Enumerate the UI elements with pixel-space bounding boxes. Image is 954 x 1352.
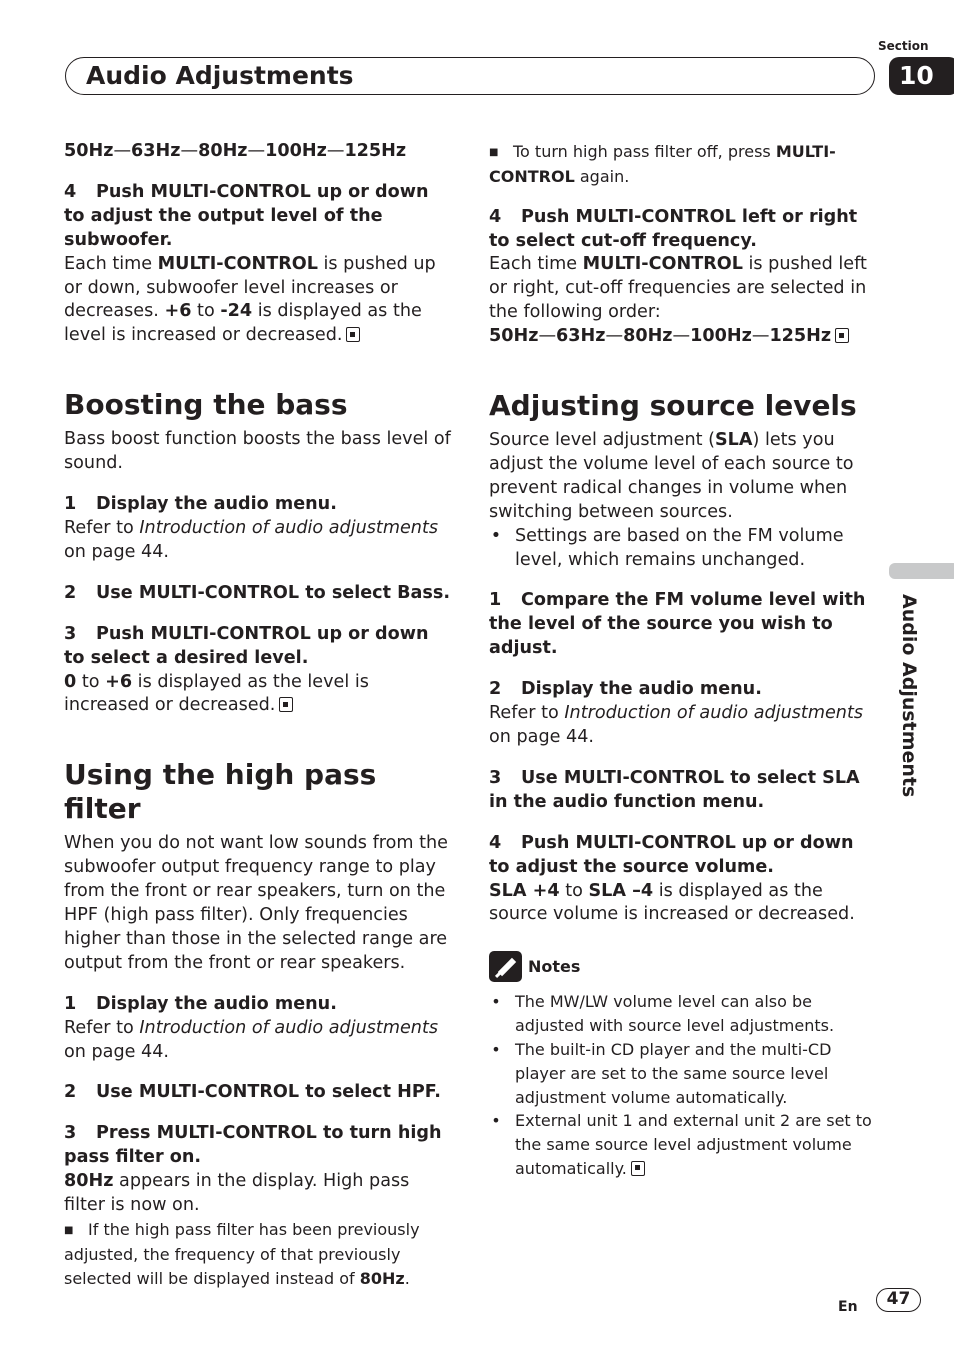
step-heading: 1 Compare the FM volume level with the level of the source you wish to adjust. — [489, 590, 866, 659]
step-heading: 2 Use MULTI-CONTROL to select Bass. — [64, 582, 451, 603]
step-note — [489, 140, 879, 189]
text-run: — — [180, 141, 199, 161]
text-run: Introduction of audio adjustments — [564, 703, 864, 724]
step-body — [489, 253, 879, 325]
text-run: 63Hz — [131, 141, 181, 161]
text-run: 0 — [64, 671, 77, 692]
text-run: Each time — [489, 254, 583, 275]
step-heading: 3 Press MULTI-CONTROL to turn high pass filter on. — [64, 1123, 442, 1168]
section-heading-hpf: Using the high pass filter — [64, 758, 377, 826]
pencil-note-icon — [489, 951, 522, 982]
text-run: — — [538, 326, 557, 347]
step-heading: 4 Push MULTI-CONTROL left or right to select cut-off frequency. — [489, 206, 858, 251]
text-run: is pushed left or right, cut-off frequencies are selected in the following order: — [489, 254, 867, 323]
text-run: Refer to — [64, 517, 140, 538]
text-run: Each time — [64, 253, 158, 274]
text-run: is pushed up or down, subwoofer level increases or decreases. — [64, 253, 436, 322]
text-run: 80Hz — [198, 141, 248, 161]
text-run: 80Hz — [623, 326, 673, 347]
text-run: appears in the display. High pass filter is now on. — [64, 1171, 410, 1216]
text-run: MULTI-CONTROL — [157, 253, 318, 274]
text-run: on page 44. — [64, 1041, 170, 1062]
bullet-dot-icon: • — [491, 992, 501, 1012]
step-heading: 2 Use MULTI-CONTROL to select HPF. — [64, 1082, 441, 1103]
text-run: SLA — [714, 430, 753, 451]
side-tab-marker — [889, 563, 954, 579]
end-mark-icon — [631, 1161, 645, 1176]
text-run: 125Hz — [344, 141, 407, 161]
text-run: to — [76, 671, 106, 692]
section-number-badge: 10 — [889, 57, 954, 95]
text-run: is displayed as the level is increased or decreased. — [64, 671, 369, 716]
step-body — [64, 517, 454, 565]
end-mark-icon — [279, 697, 293, 712]
end-mark-icon — [346, 327, 360, 342]
text-run: SLA –4 — [588, 880, 654, 901]
text-run: MULTI-CONTROL — [489, 142, 836, 186]
text-run: 80Hz — [64, 1171, 114, 1192]
text-run: on page 44. — [64, 541, 170, 562]
square-bullet-icon: ■ — [64, 1225, 74, 1236]
text-run: — — [751, 326, 770, 347]
step-body — [489, 880, 879, 928]
frequency-sequence — [64, 140, 454, 164]
text-run: Introduction of audio adjustments — [139, 1017, 439, 1038]
left-column — [64, 140, 454, 1290]
text-run: If the high pass filter has been previously adjusted, the frequency of that previously selected will be displayed instead of — [64, 1220, 420, 1288]
page-number: 47 — [876, 1288, 921, 1312]
text-run: -24 — [220, 301, 253, 322]
side-section-label: Audio Adjustments — [898, 594, 920, 798]
end-mark-icon — [835, 328, 849, 343]
text-run: +6 — [105, 671, 133, 692]
step-heading: 1 Display the audio menu. — [64, 494, 337, 515]
right-column — [489, 140, 879, 1181]
text-run: Source level adjustment ( — [489, 430, 715, 451]
text-run: 63Hz — [556, 326, 606, 347]
text-run: to — [191, 301, 221, 322]
notes-title: Notes — [528, 956, 581, 976]
section-intro: When you do not want low sounds from the subwoofer output frequency range to play from the front or rear speakers, turn on the HPF (high pass filter). Only frequencies higher than those in the selected range are output from the front or rear speakers. — [64, 833, 448, 973]
text-run: 80Hz — [359, 1268, 405, 1288]
text-run: To turn high pass filter off, press — [513, 142, 776, 161]
header-bar — [65, 57, 875, 95]
list-item: • Settings are based on the FM volume level, which remains unchanged. — [490, 525, 844, 570]
text-run: ) lets you adjust the volume level of each source to prevent radical changes in volume when switching between sources. — [489, 430, 854, 522]
text-run: 50Hz — [64, 141, 114, 161]
list-item: • External unit 1 and external unit 2 are set to the same source level adjustment volume automatically. — [489, 1109, 879, 1180]
step-heading: 3 Push MULTI-CONTROL up or down to select a desired level. — [64, 623, 429, 668]
step-body — [64, 671, 454, 719]
step-body — [64, 1017, 454, 1065]
footer-language: En — [838, 1299, 858, 1315]
bullet-dot-icon: • — [490, 525, 502, 546]
text-run: SLA +4 — [489, 880, 560, 901]
text-run: is displayed as the source volume is increased or decreased. — [489, 880, 855, 925]
text-run: again. — [574, 166, 630, 186]
text-run: 125Hz — [769, 326, 832, 347]
section-label: Section — [878, 39, 929, 53]
step-heading: 2 Display the audio menu. — [489, 679, 762, 700]
text-run: Refer to — [489, 703, 565, 724]
step-heading: 3 Use MULTI-CONTROL to select SLA in the audio function menu. — [489, 767, 860, 812]
text-run: — — [672, 326, 691, 347]
bullet-dot-icon: • — [491, 1039, 501, 1059]
list-item: • The built-in CD player and the multi-CD player are set to the same source level adjustment volume automatically. — [489, 1038, 879, 1109]
step-heading: 4 Push MULTI-CONTROL up or down to adjust the output level of the subwoofer. — [64, 181, 429, 250]
text-run: — — [113, 141, 132, 161]
text-run: to — [559, 880, 589, 901]
square-bullet-icon: ■ — [489, 147, 499, 158]
section-intro: Bass boost function boosts the bass level of sound. — [64, 429, 451, 474]
text-run: on page 44. — [489, 727, 595, 747]
text-run: 100Hz — [265, 141, 327, 161]
frequency-sequence — [489, 325, 879, 349]
step-body — [489, 702, 879, 750]
step-note — [64, 1218, 454, 1290]
text-run: — — [605, 326, 624, 347]
text-run: 100Hz — [690, 326, 752, 347]
step-body — [64, 253, 454, 349]
text-run: Introduction of audio adjustments — [139, 517, 439, 538]
bullet-dot-icon: • — [491, 1111, 501, 1131]
text-run: is displayed as the level is increased or decreased. — [64, 301, 422, 346]
section-heading-sla: Adjusting source levels — [489, 389, 857, 423]
text-run: 50Hz — [489, 326, 539, 347]
step-heading: 4 Push MULTI-CONTROL up or down to adjust the source volume. — [489, 832, 854, 877]
section-intro — [489, 429, 879, 525]
notes-header — [489, 951, 879, 982]
list-item: • The MW/LW volume level can also be adjusted with source level adjustments. — [489, 990, 879, 1038]
text-run: . — [404, 1268, 410, 1288]
text-run: +6 — [164, 301, 192, 322]
step-body — [64, 1170, 454, 1218]
page-title: Audio Adjustments — [86, 61, 354, 90]
text-run: Refer to — [64, 1017, 140, 1038]
step-heading: 1 Display the audio menu. — [64, 993, 337, 1014]
section-heading-bass: Boosting the bass — [64, 388, 348, 422]
text-run: — — [247, 141, 266, 161]
text-run: MULTI-CONTROL — [582, 254, 743, 275]
text-run: — — [326, 141, 345, 161]
